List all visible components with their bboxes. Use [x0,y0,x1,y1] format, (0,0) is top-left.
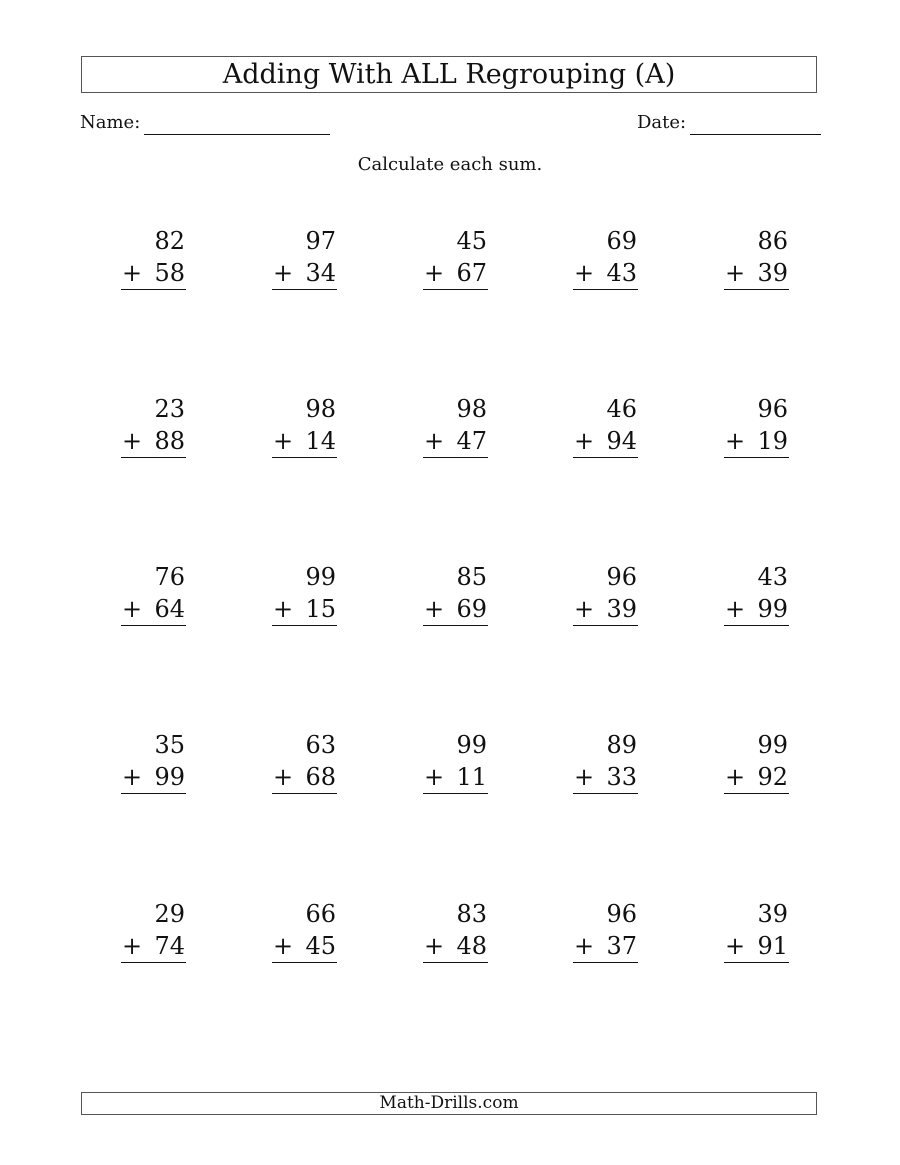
addend-top: 39 [757,900,788,928]
problem-15 [708,562,788,632]
addend-bottom: 69 [456,595,487,623]
instructions: Calculate each sum. [357,154,543,175]
answer-line [272,289,337,290]
addend-top: 35 [154,731,185,759]
addend-top: 96 [606,900,637,928]
answer-line [573,457,638,458]
problem-17 [256,730,336,800]
addend-bottom: 43 [606,259,637,287]
addend-bottom: 68 [305,763,336,791]
addend-bottom: 67 [456,259,487,287]
problem-14 [557,562,637,632]
plus-sign: + [122,932,143,960]
plus-sign: + [725,932,746,960]
plus-sign: + [574,427,595,455]
addend-bottom: 19 [757,427,788,455]
problem-22 [256,899,336,969]
addend-bottom: 39 [606,595,637,623]
plus-sign: + [574,259,595,287]
addend-bottom: 91 [757,932,788,960]
addend-bottom: 45 [305,932,336,960]
addend-top: 23 [154,395,185,423]
problem-1 [105,226,185,296]
addend-bottom: 92 [757,763,788,791]
plus-sign: + [424,259,445,287]
plus-sign: + [574,932,595,960]
plus-sign: + [725,259,746,287]
problem-18 [407,730,487,800]
answer-line [573,289,638,290]
worksheet-title: Adding With ALL Regrouping (A) [81,56,817,93]
plus-sign: + [273,763,294,791]
answer-line [724,625,789,626]
plus-sign: + [424,595,445,623]
addend-bottom: 47 [456,427,487,455]
answer-line [573,625,638,626]
problem-20 [708,730,788,800]
addend-bottom: 14 [305,427,336,455]
answer-line [724,962,789,963]
addend-bottom: 94 [606,427,637,455]
answer-line [573,793,638,794]
problem-4 [557,226,637,296]
answer-line [724,457,789,458]
plus-sign: + [273,932,294,960]
answer-line [121,962,186,963]
addend-top: 46 [606,395,637,423]
addend-top: 29 [154,900,185,928]
problem-21 [105,899,185,969]
addend-top: 86 [757,227,788,255]
footer-brand: Math-Drills.com [81,1092,817,1115]
plus-sign: + [273,259,294,287]
plus-sign: + [725,595,746,623]
addend-top: 83 [456,900,487,928]
addend-top: 66 [305,900,336,928]
problem-13 [407,562,487,632]
plus-sign: + [273,595,294,623]
addend-bottom: 64 [154,595,185,623]
answer-line [724,289,789,290]
problem-12 [256,562,336,632]
addend-top: 99 [456,731,487,759]
addend-bottom: 74 [154,932,185,960]
addend-top: 97 [305,227,336,255]
problem-9 [557,394,637,464]
addend-bottom: 99 [154,763,185,791]
answer-line [272,793,337,794]
addend-top: 63 [305,731,336,759]
answer-line [423,289,488,290]
addend-top: 69 [606,227,637,255]
problem-11 [105,562,185,632]
addend-bottom: 58 [154,259,185,287]
answer-line [423,962,488,963]
addend-top: 96 [757,395,788,423]
answer-line [423,625,488,626]
answer-line [573,962,638,963]
answer-line [121,457,186,458]
addend-bottom: 39 [757,259,788,287]
addend-top: 99 [757,731,788,759]
answer-line [423,457,488,458]
addend-top: 82 [154,227,185,255]
plus-sign: + [424,763,445,791]
problem-19 [557,730,637,800]
answer-line [121,793,186,794]
addend-bottom: 48 [456,932,487,960]
plus-sign: + [574,763,595,791]
addend-top: 98 [456,395,487,423]
problem-24 [557,899,637,969]
plus-sign: + [574,595,595,623]
addend-top: 89 [606,731,637,759]
answer-line [423,793,488,794]
addend-bottom: 88 [154,427,185,455]
addend-bottom: 99 [757,595,788,623]
problem-3 [407,226,487,296]
problem-25 [708,899,788,969]
plus-sign: + [424,427,445,455]
plus-sign: + [122,763,143,791]
answer-line [121,625,186,626]
answer-line [272,625,337,626]
plus-sign: + [424,932,445,960]
problem-8 [407,394,487,464]
addend-top: 76 [154,563,185,591]
plus-sign: + [122,427,143,455]
problem-2 [256,226,336,296]
problem-10 [708,394,788,464]
plus-sign: + [122,595,143,623]
addend-bottom: 33 [606,763,637,791]
plus-sign: + [725,427,746,455]
plus-sign: + [273,427,294,455]
name-label: Name: [80,112,141,133]
plus-sign: + [725,763,746,791]
answer-line [724,793,789,794]
date-label: Date: [637,112,687,133]
problem-7 [256,394,336,464]
addend-top: 99 [305,563,336,591]
addend-bottom: 11 [456,763,487,791]
addend-top: 96 [606,563,637,591]
problem-5 [708,226,788,296]
addend-top: 43 [757,563,788,591]
addend-top: 98 [305,395,336,423]
addend-bottom: 34 [305,259,336,287]
addend-top: 45 [456,227,487,255]
addend-bottom: 15 [305,595,336,623]
answer-line [272,457,337,458]
problem-6 [105,394,185,464]
problem-16 [105,730,185,800]
addend-top: 85 [456,563,487,591]
problem-23 [407,899,487,969]
answer-line [121,289,186,290]
answer-line [272,962,337,963]
addend-bottom: 37 [606,932,637,960]
plus-sign: + [122,259,143,287]
